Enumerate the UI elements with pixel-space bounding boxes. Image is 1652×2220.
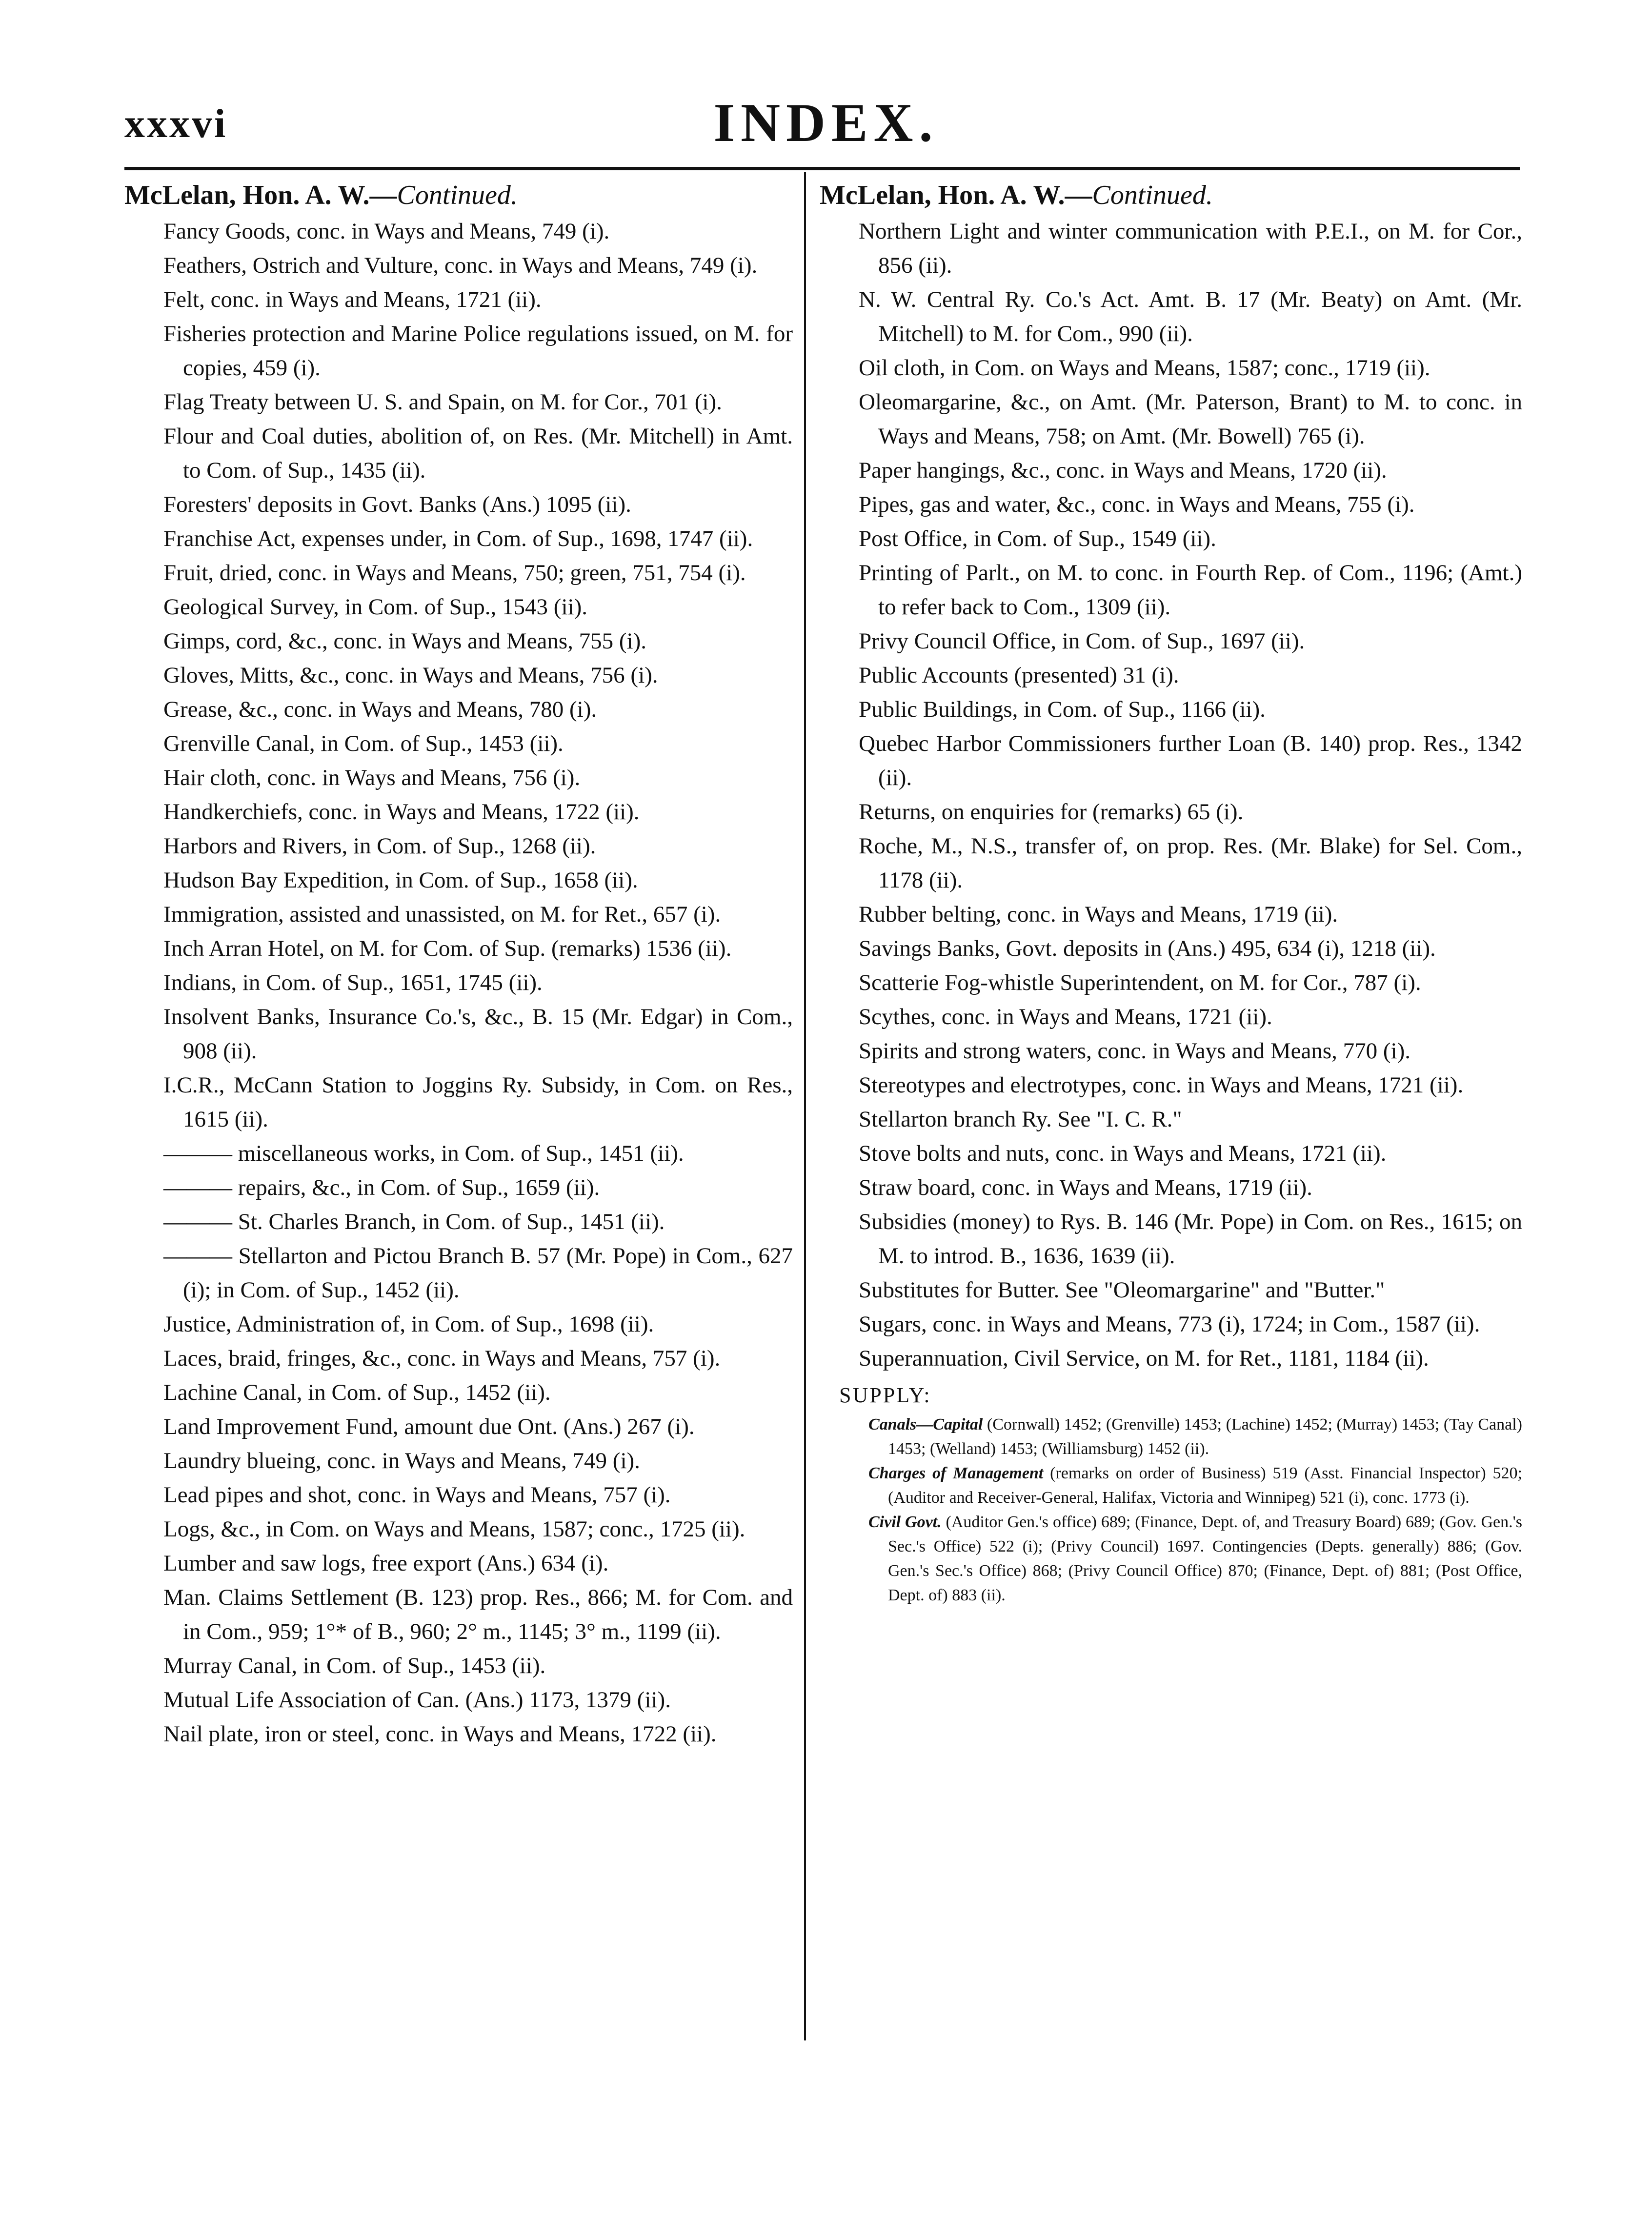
index-entry: Flag Treaty between U. S. and Spain, on M. for Cor., 701 (i).	[163, 389, 722, 415]
index-entry: Lachine Canal, in Com. of Sup., 1452 (ii).	[163, 1380, 551, 1405]
right-column	[820, 178, 1522, 1608]
column-divider	[804, 172, 806, 2040]
index-entry: Handkerchiefs, conc. in Ways and Means, 1722 (ii).	[163, 799, 640, 825]
index-entry: ——— St. Charles Branch, in Com. of Sup., 1451 (ii).	[163, 1209, 665, 1234]
index-entry: Scatterie Fog-whistle Superintendent, on M. for Cor., 787 (i).	[859, 970, 1421, 995]
index-entry: Nail plate, iron or steel, conc. in Ways and Means, 1722 (ii).	[163, 1721, 717, 1747]
left-column	[124, 178, 793, 1751]
index-entry: Paper hangings, &c., conc. in Ways and Means, 1720 (ii).	[859, 458, 1387, 483]
index-entry: Printing of Parlt., on M. to conc. in Fourth Rep. of Com., 1196; (Amt.) to refer back to Com., 1309 (ii).	[859, 560, 1522, 620]
index-entry: ——— repairs, &c., in Com. of Sup., 1659 (ii).	[163, 1175, 600, 1200]
left-column-heading: McLelan, Hon. A. W.—Continued.	[124, 180, 518, 210]
index-entry: Inch Arran Hotel, on M. for Com. of Sup. (remarks) 1536 (ii).	[163, 936, 732, 961]
index-entry: Oleomargarine, &c., on Amt. (Mr. Paterson, Brant) to M. to conc. in Ways and Means, 758; on Amt. (Mr. Bowell) 765 (i).	[859, 389, 1522, 449]
index-entry: Oil cloth, in Com. on Ways and Means, 1587; conc., 1719 (ii).	[859, 355, 1430, 381]
index-entry: Roche, M., N.S., transfer of, on prop. Res. (Mr. Blake) for Sel. Com., 1178 (ii).	[859, 833, 1522, 893]
index-entry: Fruit, dried, conc. in Ways and Means, 750; green, 751, 754 (i).	[163, 560, 746, 585]
continued-label: Continued.	[1092, 180, 1213, 210]
index-entry: Man. Claims Settlement (B. 123) prop. Res., 866; M. for Com. and in Com., 959; 1°* of B., 960; 2° m., 1145; 3° m., 1199 (ii).	[163, 1585, 793, 1644]
supply-entry-lead: Charges of Management	[868, 1464, 1044, 1482]
continued-label: Continued.	[397, 180, 518, 210]
supply-entry-text: (Auditor Gen.'s office) 689; (Finance, Dept. of, and Treasury Board) 689; (Gov. Gen.'s Sec.'s Office) 522 (i); (Privy Council) 1697. Contingencies (Depts. generally) 886; (Gov. Gen.'s Sec.'s Office) 868; (Privy Council Office) 870; (Finance, Dept. of) 881; (Post Office, Dept. of) 883 (ii).	[888, 1513, 1522, 1604]
index-entry: Spirits and strong waters, conc. in Ways and Means, 770 (i).	[859, 1038, 1410, 1064]
index-entry: Geological Survey, in Com. of Sup., 1543 (ii).	[163, 594, 587, 620]
page-title: INDEX.	[713, 93, 939, 153]
index-entry: Laundry blueing, conc. in Ways and Means, 749 (i).	[163, 1448, 640, 1473]
supply-entry-lead: Civil Govt.	[868, 1513, 942, 1531]
index-entry: Feathers, Ostrich and Vulture, conc. in Ways and Means, 749 (i).	[163, 253, 758, 278]
supply-entry	[839, 1413, 1522, 1461]
index-entry: Northern Light and winter communication with P.E.I., on M. for Cor., 856 (ii).	[859, 219, 1522, 278]
index-entry: Mutual Life Association of Can. (Ans.) 1173, 1379 (ii).	[163, 1687, 671, 1713]
left-entry-list	[124, 214, 793, 1751]
supply-entry-text: (Cornwall) 1452; (Grenville) 1453; (Lachine) 1452; (Murray) 1453; (Tay Canal) 1453; (Welland) 1453; (Williamsburg) 1452 (ii).	[888, 1415, 1522, 1458]
index-entry: Land Improvement Fund, amount due Ont. (Ans.) 267 (i).	[163, 1414, 695, 1439]
index-entry: Fancy Goods, conc. in Ways and Means, 749 (i).	[163, 219, 610, 244]
supply-entry-list	[820, 1413, 1522, 1608]
index-entry: Privy Council Office, in Com. of Sup., 1697 (ii).	[859, 628, 1305, 654]
index-entry: Immigration, assisted and unassisted, on M. for Ret., 657 (i).	[163, 902, 721, 927]
index-entry: Felt, conc. in Ways and Means, 1721 (ii).	[163, 287, 542, 312]
index-entry: Grenville Canal, in Com. of Sup., 1453 (ii).	[163, 731, 564, 756]
index-entry: Gloves, Mitts, &c., conc. in Ways and Means, 756 (i).	[163, 663, 658, 688]
index-entry: Grease, &c., conc. in Ways and Means, 780 (i).	[163, 697, 597, 722]
index-entry: Substitutes for Butter. See "Oleomargarine" and "Butter."	[859, 1277, 1385, 1303]
index-entry: Lead pipes and shot, conc. in Ways and Means, 757 (i).	[163, 1482, 671, 1508]
index-entry: Savings Banks, Govt. deposits in (Ans.) 495, 634 (i), 1218 (ii).	[859, 936, 1436, 961]
index-entry: Hudson Bay Expedition, in Com. of Sup., 1658 (ii).	[163, 868, 638, 893]
index-entry: Gimps, cord, &c., conc. in Ways and Means, 755 (i).	[163, 628, 646, 654]
index-entry: Quebec Harbor Commissioners further Loan (B. 140) prop. Res., 1342 (ii).	[859, 731, 1522, 790]
index-entry: Laces, braid, fringes, &c., conc. in Ways and Means, 757 (i).	[163, 1346, 721, 1371]
index-entry: Murray Canal, in Com. of Sup., 1453 (ii).	[163, 1653, 546, 1678]
index-entry: Rubber belting, conc. in Ways and Means, 1719 (ii).	[859, 902, 1338, 927]
header-rule	[124, 167, 1520, 170]
index-entry: Stereotypes and electrotypes, conc. in Ways and Means, 1721 (ii).	[859, 1072, 1464, 1098]
index-entry: Straw board, conc. in Ways and Means, 1719 (ii).	[859, 1175, 1312, 1200]
index-entry: Logs, &c., in Com. on Ways and Means, 1587; conc., 1725 (ii).	[163, 1516, 745, 1542]
index-entry: Lumber and saw logs, free export (Ans.) 634 (i).	[163, 1551, 609, 1576]
page-number: xxxvi	[124, 101, 228, 146]
supply-entry-text: (remarks on order of Business) 519 (Asst. Financial Inspector) 520; (Auditor and Receiver-General, Halifax, Victoria and Winnipeg) 521 (i), conc. 1773 (i).	[888, 1464, 1522, 1507]
index-entry: Foresters' deposits in Govt. Banks (Ans.) 1095 (ii).	[163, 492, 631, 517]
index-entry: ——— Stellarton and Pictou Branch B. 57 (Mr. Pope) in Com., 627 (i); in Com. of Sup., 1452 (ii).	[163, 1243, 793, 1303]
index-entry: Public Buildings, in Com. of Sup., 1166 (ii).	[859, 697, 1266, 722]
index-entry: Scythes, conc. in Ways and Means, 1721 (ii).	[859, 1004, 1272, 1029]
index-entry: Harbors and Rivers, in Com. of Sup., 1268 (ii).	[163, 833, 596, 859]
index-entry: Sugars, conc. in Ways and Means, 773 (i), 1724; in Com., 1587 (ii).	[859, 1312, 1480, 1337]
supply-entry-lead: Canals—Capital	[868, 1415, 983, 1433]
index-entry: N. W. Central Ry. Co.'s Act. Amt. B. 17 (Mr. Beaty) on Amt. (Mr. Mitchell) to M. for Com., 990 (ii).	[859, 287, 1522, 346]
supply-entry	[839, 1461, 1522, 1510]
index-entry: I.C.R., McCann Station to Joggins Ry. Subsidy, in Com. on Res., 1615 (ii).	[163, 1072, 793, 1132]
index-entry: Flour and Coal duties, abolition of, on Res. (Mr. Mitchell) in Amt. to Com. of Sup., 1435 (ii).	[163, 424, 793, 483]
index-entry: Hair cloth, conc. in Ways and Means, 756 (i).	[163, 765, 581, 790]
index-entry: Stove bolts and nuts, conc. in Ways and Means, 1721 (ii).	[859, 1141, 1387, 1166]
right-column-heading: McLelan, Hon. A. W.—Continued.	[820, 180, 1213, 210]
index-entry: Superannuation, Civil Service, on M. for Ret., 1181, 1184 (ii).	[859, 1346, 1429, 1371]
supply-label: SUPPLY:	[839, 1383, 931, 1407]
index-entry: Fisheries protection and Marine Police regulations issued, on M. for copies, 459 (i).	[163, 321, 793, 381]
index-entry: Justice, Administration of, in Com. of Sup., 1698 (ii).	[163, 1312, 654, 1337]
index-entry: Stellarton branch Ry. See "I. C. R."	[859, 1107, 1182, 1132]
supply-entry	[839, 1510, 1522, 1608]
index-entry: Subsidies (money) to Rys. B. 146 (Mr. Pope) in Com. on Res., 1615; on M. to introd. B., 1636, 1639 (ii).	[859, 1209, 1522, 1269]
index-entry: Public Accounts (presented) 31 (i).	[859, 663, 1179, 688]
index-entry: Pipes, gas and water, &c., conc. in Ways and Means, 755 (i).	[859, 492, 1415, 517]
index-entry: Insolvent Banks, Insurance Co.'s, &c., B. 15 (Mr. Edgar) in Com., 908 (ii).	[163, 1004, 793, 1064]
index-entry: Franchise Act, expenses under, in Com. of Sup., 1698, 1747 (ii).	[163, 526, 753, 551]
right-entry-list	[820, 214, 1522, 1375]
index-entry: Indians, in Com. of Sup., 1651, 1745 (ii).	[163, 970, 543, 995]
index-entry: ——— miscellaneous works, in Com. of Sup., 1451 (ii).	[163, 1141, 684, 1166]
index-entry: Returns, on enquiries for (remarks) 65 (i).	[859, 799, 1244, 825]
index-entry: Post Office, in Com. of Sup., 1549 (ii).	[859, 526, 1216, 551]
